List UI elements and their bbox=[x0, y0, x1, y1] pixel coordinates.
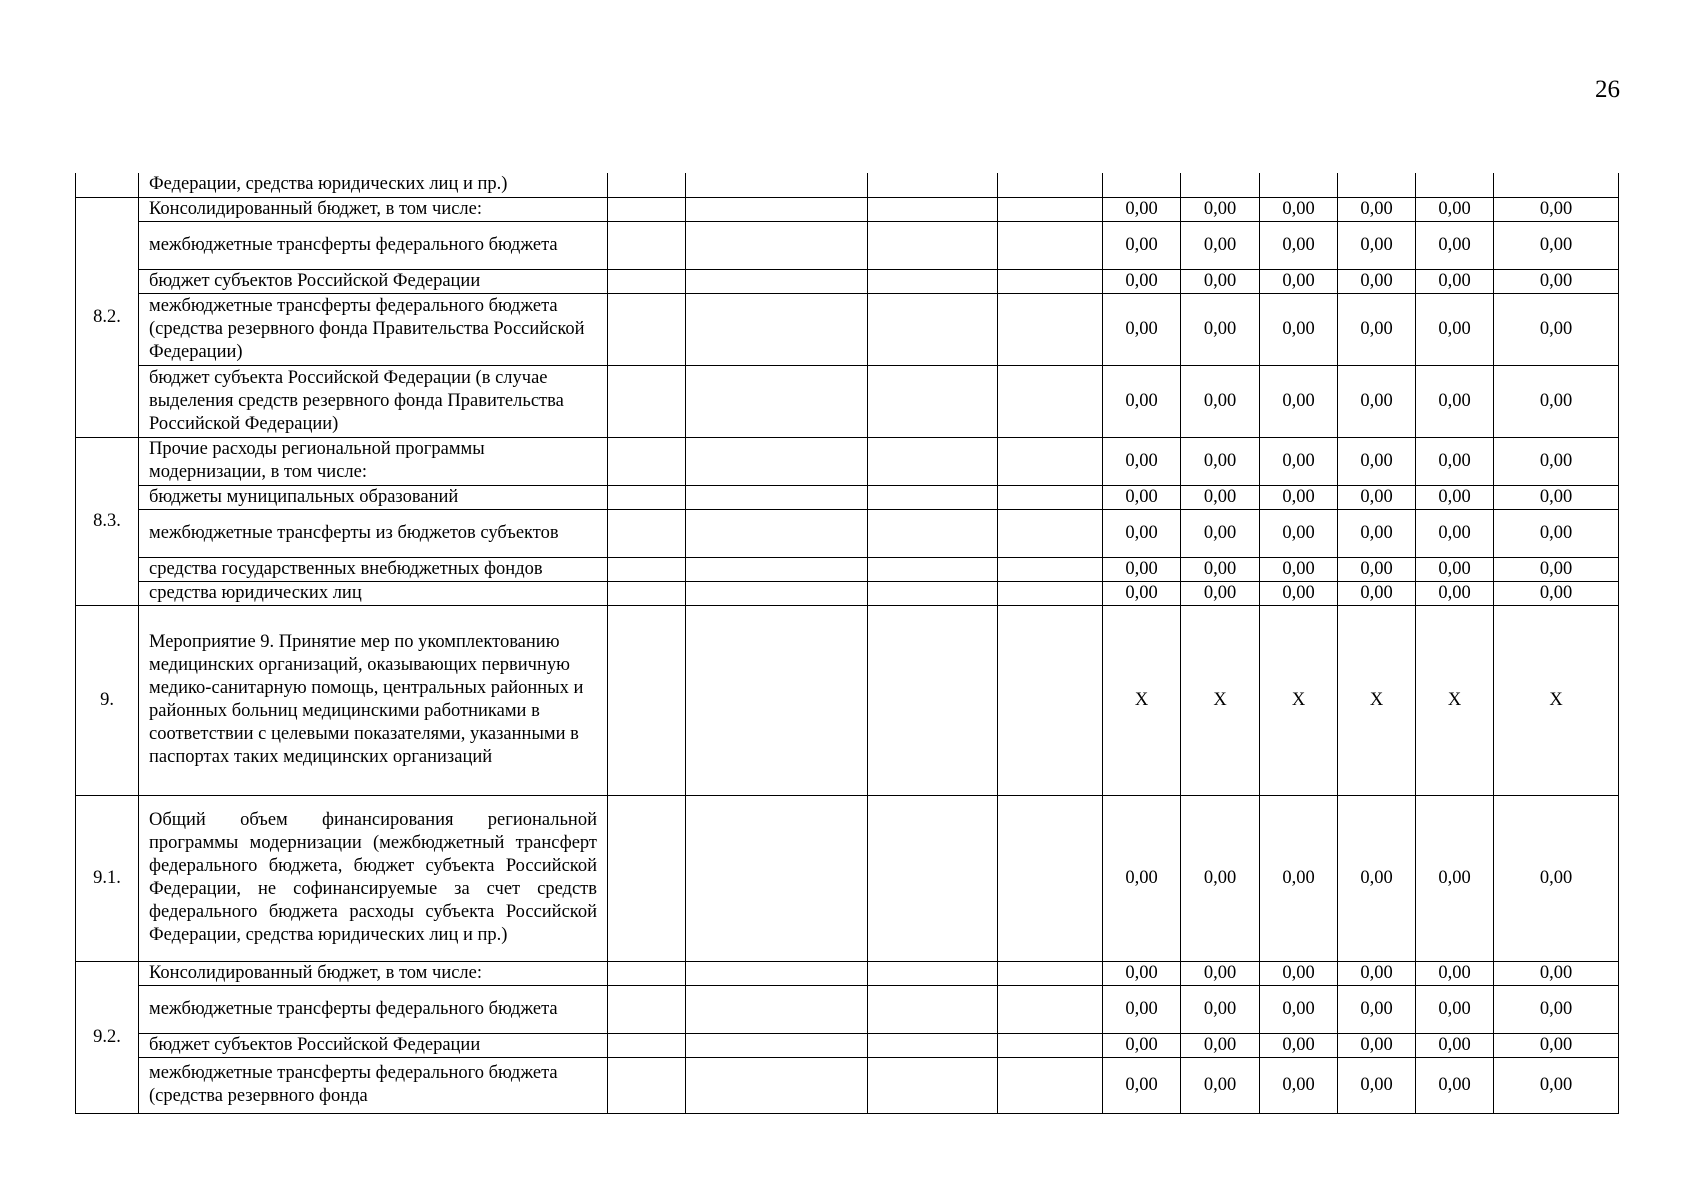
value-cell: 0,00 bbox=[1103, 961, 1181, 985]
value-cell: 0,00 bbox=[1103, 795, 1181, 961]
empty-cell bbox=[868, 269, 998, 293]
table-row bbox=[76, 173, 1619, 197]
page-number: 26 bbox=[1595, 76, 1620, 103]
empty-cell bbox=[998, 985, 1103, 1033]
description-cell: межбюджетные трансферты федерального бюджета bbox=[139, 221, 608, 269]
value-cell: X bbox=[1181, 605, 1260, 795]
value-cell: 0,00 bbox=[1338, 985, 1416, 1033]
value-cell: 0,00 bbox=[1181, 437, 1260, 485]
value-cell: 0,00 bbox=[1494, 269, 1619, 293]
empty-cell bbox=[868, 605, 998, 795]
empty-cell bbox=[686, 437, 868, 485]
value-cell: 0,00 bbox=[1416, 437, 1494, 485]
value-cell: 0,00 bbox=[1181, 1033, 1260, 1057]
value-cell: 0,00 bbox=[1181, 581, 1260, 605]
value-cell: 0,00 bbox=[1260, 269, 1338, 293]
empty-cell bbox=[608, 221, 686, 269]
table-row bbox=[76, 293, 1619, 365]
value-cell: 0,00 bbox=[1494, 485, 1619, 509]
value-cell: 0,00 bbox=[1103, 581, 1181, 605]
value-cell: 0,00 bbox=[1338, 1033, 1416, 1057]
empty-cell bbox=[686, 365, 868, 437]
value-cell: 0,00 bbox=[1494, 437, 1619, 485]
description-cell: Консолидированный бюджет, в том числе: bbox=[139, 961, 608, 985]
value-cell bbox=[1260, 173, 1338, 197]
value-cell: 0,00 bbox=[1260, 365, 1338, 437]
table-row bbox=[76, 961, 1619, 985]
value-cell: 0,00 bbox=[1494, 1033, 1619, 1057]
value-cell: 0,00 bbox=[1494, 197, 1619, 221]
table-row bbox=[76, 557, 1619, 581]
value-cell: X bbox=[1416, 605, 1494, 795]
value-cell: 0,00 bbox=[1103, 293, 1181, 365]
value-cell: 0,00 bbox=[1416, 485, 1494, 509]
empty-cell bbox=[686, 509, 868, 557]
empty-cell bbox=[998, 221, 1103, 269]
value-cell: 0,00 bbox=[1338, 795, 1416, 961]
value-cell: 0,00 bbox=[1416, 365, 1494, 437]
empty-cell bbox=[686, 293, 868, 365]
value-cell: 0,00 bbox=[1181, 985, 1260, 1033]
value-cell: 0,00 bbox=[1181, 365, 1260, 437]
value-cell: 0,00 bbox=[1338, 509, 1416, 557]
empty-cell bbox=[998, 437, 1103, 485]
value-cell: 0,00 bbox=[1338, 557, 1416, 581]
empty-cell bbox=[608, 485, 686, 509]
empty-cell bbox=[998, 485, 1103, 509]
empty-cell bbox=[998, 1033, 1103, 1057]
value-cell: 0,00 bbox=[1181, 509, 1260, 557]
description-cell: средства юридических лиц bbox=[139, 581, 608, 605]
empty-cell bbox=[608, 269, 686, 293]
description-cell: Прочие расходы региональной программы модернизации, в том числе: bbox=[139, 437, 608, 485]
value-cell: 0,00 bbox=[1103, 509, 1181, 557]
value-cell: 0,00 bbox=[1181, 961, 1260, 985]
value-cell: X bbox=[1494, 605, 1619, 795]
value-cell: 0,00 bbox=[1494, 365, 1619, 437]
value-cell: 0,00 bbox=[1494, 795, 1619, 961]
value-cell: 0,00 bbox=[1103, 197, 1181, 221]
description-cell: межбюджетные трансферты из бюджетов субъектов bbox=[139, 509, 608, 557]
value-cell: X bbox=[1103, 605, 1181, 795]
empty-cell bbox=[608, 173, 686, 197]
value-cell: 0,00 bbox=[1494, 221, 1619, 269]
empty-cell bbox=[998, 605, 1103, 795]
table-row bbox=[76, 1057, 1619, 1113]
empty-cell bbox=[686, 581, 868, 605]
empty-cell bbox=[998, 197, 1103, 221]
table-row bbox=[76, 221, 1619, 269]
value-cell: 0,00 bbox=[1416, 557, 1494, 581]
empty-cell bbox=[608, 961, 686, 985]
empty-cell bbox=[686, 985, 868, 1033]
empty-cell bbox=[608, 365, 686, 437]
value-cell: 0,00 bbox=[1260, 293, 1338, 365]
value-cell: 0,00 bbox=[1103, 221, 1181, 269]
row-number-cell bbox=[76, 173, 139, 197]
description-cell: межбюджетные трансферты федерального бюджета (средства резервного фонда bbox=[139, 1057, 608, 1113]
value-cell: 0,00 bbox=[1338, 365, 1416, 437]
empty-cell bbox=[868, 1057, 998, 1113]
value-cell: 0,00 bbox=[1494, 509, 1619, 557]
value-cell: 0,00 bbox=[1494, 1057, 1619, 1113]
empty-cell bbox=[998, 269, 1103, 293]
row-number-cell: 9.1. bbox=[76, 795, 139, 961]
description-cell: Консолидированный бюджет, в том числе: bbox=[139, 197, 608, 221]
empty-cell bbox=[998, 557, 1103, 581]
value-cell: 0,00 bbox=[1260, 437, 1338, 485]
value-cell: 0,00 bbox=[1260, 1033, 1338, 1057]
budget-table bbox=[75, 173, 1619, 1114]
empty-cell bbox=[868, 557, 998, 581]
value-cell: 0,00 bbox=[1494, 961, 1619, 985]
table-row bbox=[76, 485, 1619, 509]
empty-cell bbox=[686, 961, 868, 985]
value-cell bbox=[1416, 173, 1494, 197]
row-number-cell: 9. bbox=[76, 605, 139, 795]
value-cell bbox=[1181, 173, 1260, 197]
empty-cell bbox=[868, 509, 998, 557]
value-cell: 0,00 bbox=[1260, 985, 1338, 1033]
table-row bbox=[76, 605, 1619, 795]
table-row bbox=[76, 1033, 1619, 1057]
description-cell: межбюджетные трансферты федерального бюджета (средства резервного фонда Правительства Российской Федерации) bbox=[139, 293, 608, 365]
empty-cell bbox=[608, 1033, 686, 1057]
value-cell: 0,00 bbox=[1260, 485, 1338, 509]
empty-cell bbox=[868, 173, 998, 197]
empty-cell bbox=[686, 269, 868, 293]
empty-cell bbox=[608, 437, 686, 485]
value-cell: 0,00 bbox=[1338, 485, 1416, 509]
table-row bbox=[76, 985, 1619, 1033]
value-cell: 0,00 bbox=[1338, 293, 1416, 365]
empty-cell bbox=[868, 221, 998, 269]
value-cell: 0,00 bbox=[1416, 985, 1494, 1033]
value-cell: 0,00 bbox=[1181, 269, 1260, 293]
empty-cell bbox=[868, 985, 998, 1033]
value-cell: 0,00 bbox=[1338, 221, 1416, 269]
description-cell: бюджет субъектов Российской Федерации bbox=[139, 1033, 608, 1057]
empty-cell bbox=[686, 605, 868, 795]
empty-cell bbox=[998, 173, 1103, 197]
value-cell: 0,00 bbox=[1260, 795, 1338, 961]
value-cell: 0,00 bbox=[1181, 197, 1260, 221]
empty-cell bbox=[868, 365, 998, 437]
empty-cell bbox=[608, 985, 686, 1033]
value-cell: 0,00 bbox=[1103, 365, 1181, 437]
empty-cell bbox=[868, 293, 998, 365]
value-cell: 0,00 bbox=[1103, 1033, 1181, 1057]
empty-cell bbox=[868, 961, 998, 985]
value-cell bbox=[1338, 173, 1416, 197]
empty-cell bbox=[608, 557, 686, 581]
value-cell: 0,00 bbox=[1416, 1033, 1494, 1057]
empty-cell bbox=[686, 173, 868, 197]
empty-cell bbox=[686, 1057, 868, 1113]
row-number-cell: 9.2. bbox=[76, 961, 139, 1113]
value-cell: 0,00 bbox=[1416, 221, 1494, 269]
empty-cell bbox=[686, 557, 868, 581]
empty-cell bbox=[868, 437, 998, 485]
value-cell: 0,00 bbox=[1260, 557, 1338, 581]
description-cell: Федерации, средства юридических лиц и пр.) bbox=[139, 173, 608, 197]
value-cell: 0,00 bbox=[1494, 581, 1619, 605]
value-cell: 0,00 bbox=[1416, 197, 1494, 221]
empty-cell bbox=[998, 1057, 1103, 1113]
empty-cell bbox=[998, 795, 1103, 961]
value-cell: 0,00 bbox=[1260, 1057, 1338, 1113]
empty-cell bbox=[608, 795, 686, 961]
empty-cell bbox=[998, 509, 1103, 557]
empty-cell bbox=[608, 293, 686, 365]
value-cell: 0,00 bbox=[1103, 985, 1181, 1033]
value-cell: 0,00 bbox=[1338, 961, 1416, 985]
value-cell: 0,00 bbox=[1494, 557, 1619, 581]
value-cell: 0,00 bbox=[1338, 197, 1416, 221]
table-row bbox=[76, 197, 1619, 221]
empty-cell bbox=[868, 1033, 998, 1057]
value-cell: 0,00 bbox=[1260, 221, 1338, 269]
empty-cell bbox=[868, 795, 998, 961]
value-cell: 0,00 bbox=[1416, 293, 1494, 365]
value-cell: 0,00 bbox=[1260, 197, 1338, 221]
empty-cell bbox=[998, 365, 1103, 437]
value-cell: 0,00 bbox=[1260, 581, 1338, 605]
value-cell: 0,00 bbox=[1416, 269, 1494, 293]
value-cell: 0,00 bbox=[1338, 581, 1416, 605]
value-cell: 0,00 bbox=[1181, 1057, 1260, 1113]
value-cell: 0,00 bbox=[1103, 269, 1181, 293]
value-cell: 0,00 bbox=[1338, 437, 1416, 485]
value-cell bbox=[1494, 173, 1619, 197]
table-row bbox=[76, 795, 1619, 961]
value-cell bbox=[1103, 173, 1181, 197]
value-cell: 0,00 bbox=[1103, 557, 1181, 581]
empty-cell bbox=[686, 795, 868, 961]
value-cell: 0,00 bbox=[1103, 1057, 1181, 1113]
empty-cell bbox=[998, 581, 1103, 605]
empty-cell bbox=[868, 485, 998, 509]
table-row bbox=[76, 365, 1619, 437]
value-cell: 0,00 bbox=[1181, 485, 1260, 509]
value-cell: 0,00 bbox=[1416, 961, 1494, 985]
value-cell: 0,00 bbox=[1416, 509, 1494, 557]
value-cell: 0,00 bbox=[1181, 557, 1260, 581]
empty-cell bbox=[608, 197, 686, 221]
budget-table-body bbox=[76, 173, 1619, 1113]
table-row bbox=[76, 509, 1619, 557]
empty-cell bbox=[608, 1057, 686, 1113]
row-number-cell: 8.3. bbox=[76, 437, 139, 605]
value-cell: 0,00 bbox=[1260, 961, 1338, 985]
empty-cell bbox=[868, 581, 998, 605]
value-cell: 0,00 bbox=[1260, 509, 1338, 557]
value-cell: 0,00 bbox=[1181, 293, 1260, 365]
empty-cell bbox=[868, 197, 998, 221]
description-cell: Мероприятие 9. Принятие мер по укомплектованию медицинских организаций, оказывающих первичную медико-санитарную помощь, центральных районных и районных больниц медицинскими работниками в соответствии с целевыми показателями, указанными в паспортах таких медицинских организаций bbox=[139, 605, 608, 795]
empty-cell bbox=[998, 293, 1103, 365]
row-number-cell: 8.2. bbox=[76, 197, 139, 437]
value-cell: 0,00 bbox=[1416, 795, 1494, 961]
empty-cell bbox=[998, 961, 1103, 985]
value-cell: 0,00 bbox=[1416, 1057, 1494, 1113]
value-cell: 0,00 bbox=[1103, 485, 1181, 509]
value-cell: X bbox=[1260, 605, 1338, 795]
empty-cell bbox=[608, 605, 686, 795]
value-cell: 0,00 bbox=[1338, 1057, 1416, 1113]
table-row bbox=[76, 581, 1619, 605]
value-cell: 0,00 bbox=[1416, 581, 1494, 605]
value-cell: 0,00 bbox=[1494, 293, 1619, 365]
table-row bbox=[76, 437, 1619, 485]
description-cell: бюджеты муниципальных образований bbox=[139, 485, 608, 509]
description-cell: средства государственных внебюджетных фондов bbox=[139, 557, 608, 581]
value-cell: X bbox=[1338, 605, 1416, 795]
empty-cell bbox=[686, 221, 868, 269]
description-cell: межбюджетные трансферты федерального бюджета bbox=[139, 985, 608, 1033]
value-cell: 0,00 bbox=[1181, 795, 1260, 961]
empty-cell bbox=[686, 485, 868, 509]
description-cell: бюджет субъекта Российской Федерации (в случае выделения средств резервного фонда Правительства Российской Федерации) bbox=[139, 365, 608, 437]
empty-cell bbox=[686, 1033, 868, 1057]
empty-cell bbox=[608, 581, 686, 605]
value-cell: 0,00 bbox=[1103, 437, 1181, 485]
empty-cell bbox=[608, 509, 686, 557]
empty-cell bbox=[686, 197, 868, 221]
description-cell: бюджет субъектов Российской Федерации bbox=[139, 269, 608, 293]
value-cell: 0,00 bbox=[1181, 221, 1260, 269]
table-row bbox=[76, 269, 1619, 293]
description-cell: Общий объем финансирования региональной программы модернизации (межбюджетный трансферт федерального бюджета, бюджет субъекта Российской Федерации, не софинансируемые за счет средств федерального бюджета расходы субъекта Российской Федерации, средства юридических лиц и пр.) bbox=[139, 795, 608, 961]
value-cell: 0,00 bbox=[1494, 985, 1619, 1033]
value-cell: 0,00 bbox=[1338, 269, 1416, 293]
